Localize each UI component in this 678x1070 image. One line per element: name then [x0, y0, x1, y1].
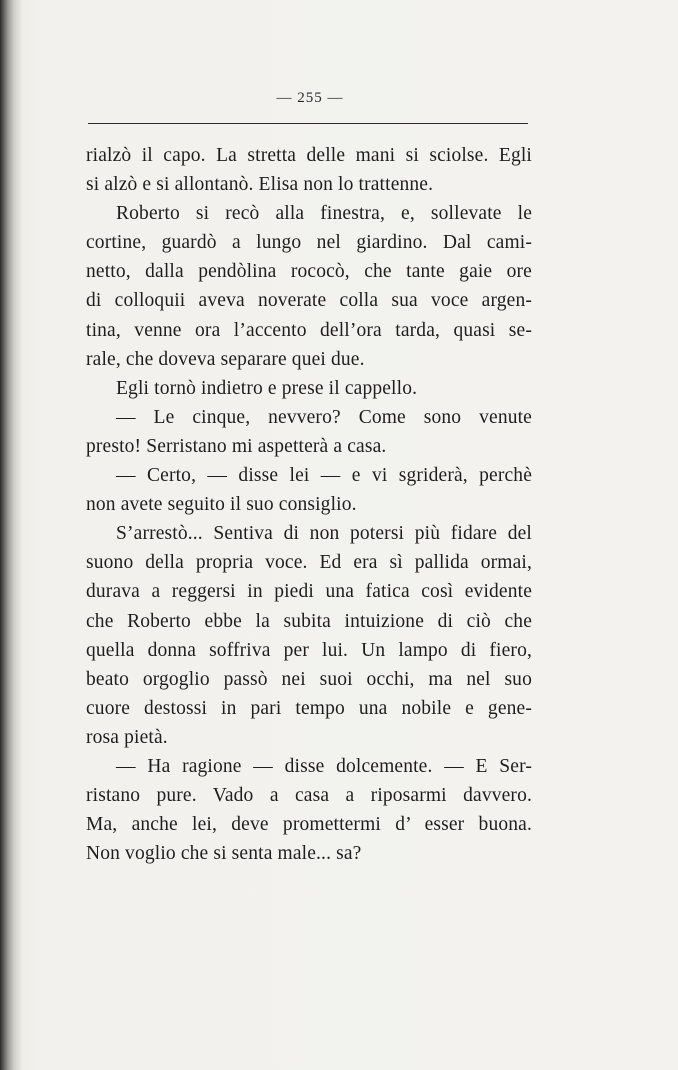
body-text	[86, 141, 532, 868]
text-line: presto! Serristano mi aspetterà a casa.	[86, 435, 387, 457]
text-line: tina, venne ora l’accento dell’ora tarda, quasi se-	[86, 319, 532, 341]
text-line: rialzò il capo. La stretta delle mani si sciolse. Egli	[86, 145, 532, 166]
text-line: cortine, guardò a lungo nel giardino. Dal cami-	[86, 232, 532, 254]
text-line: rosa pietà.	[86, 726, 168, 748]
text-line: — Ha ragione — disse dolcemente. — E Ser-	[116, 755, 532, 777]
text-line: suono della propria voce. Ed era sì pallida ormai,	[86, 552, 532, 574]
text-line: rale, che doveva separare quei due.	[86, 348, 365, 370]
text-line: — Le cinque, nevvero? Come sono venute	[116, 406, 532, 428]
text-line: Non voglio che si senta male... sa?	[86, 843, 362, 865]
text-line: beato orgoglio passò nei suoi occhi, ma nel suo	[86, 668, 532, 690]
text-line: Roberto si recò alla finestra, e, sollevate le	[116, 203, 532, 225]
text-line: durava a reggersi in piedi una fatica così evidente	[86, 581, 532, 603]
text-line: non avete seguito il suo consiglio.	[86, 494, 357, 516]
text-line: cuore destossi in pari tempo una nobile e gene-	[86, 697, 532, 719]
text-line: S’arrestò... Sentiva di non potersi più fidare del	[116, 523, 532, 545]
text-line: Ma, anche lei, deve promettermi d’ esser buona.	[86, 814, 532, 836]
text-line: di colloquii aveva noverate colla sua voce argen-	[86, 290, 532, 312]
text-line: che Roberto ebbe la subita intuizione di ciò che	[86, 610, 532, 632]
binding-edge	[0, 0, 22, 1070]
text-line: — Certo, — disse lei — e vi sgriderà, perchè	[116, 465, 532, 487]
text-line: netto, dalla pendòlina rococò, che tante gaie ore	[86, 261, 532, 283]
text-line: ristano pure. Vado a casa a riposarmi davvero.	[86, 785, 532, 807]
text-line: quella donna soffriva per lui. Un lampo di fiero,	[86, 639, 532, 661]
text-line: Egli tornò indietro e prese il cappello.	[116, 377, 418, 399]
header-rule	[88, 123, 528, 124]
page-number: — 255 —	[276, 90, 344, 106]
text-line: si alzò e si allontanò. Elisa non lo trattenne.	[86, 174, 434, 196]
